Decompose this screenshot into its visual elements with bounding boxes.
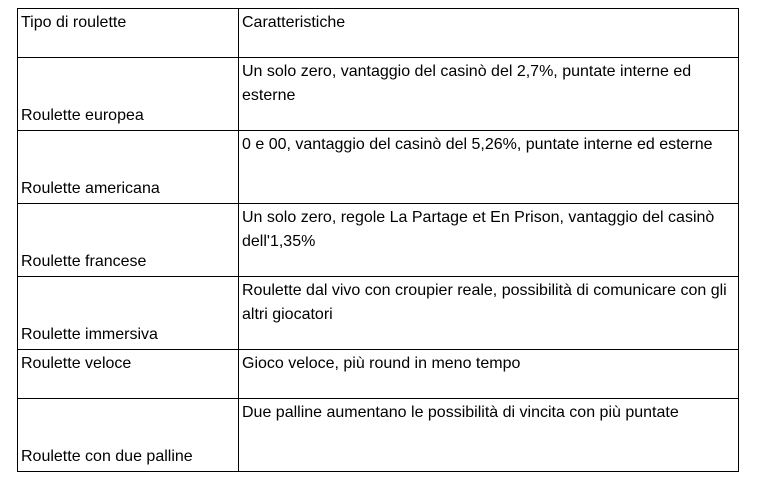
features-cell: Un solo zero, regole La Partage et En Prison, vantaggio del casinò dell'1,35% bbox=[239, 204, 739, 277]
table-row bbox=[18, 350, 739, 399]
type-cell: Roulette immersiva bbox=[18, 277, 239, 350]
type-cell: Roulette europea bbox=[18, 58, 239, 131]
features-cell: Un solo zero, vantaggio del casinò del 2,7%, puntate interne ed esterne bbox=[239, 58, 739, 131]
table-row bbox=[18, 204, 739, 277]
features-cell: Gioco veloce, più round in meno tempo bbox=[239, 350, 739, 399]
type-cell: Roulette americana bbox=[18, 131, 239, 204]
roulette-types-table bbox=[17, 8, 739, 472]
table-header-row bbox=[18, 9, 739, 58]
table-row bbox=[18, 399, 739, 472]
header-cell-features: Caratteristiche bbox=[239, 9, 739, 58]
features-cell: Roulette dal vivo con croupier reale, possibilità di comunicare con gli altri giocatori bbox=[239, 277, 739, 350]
table-row bbox=[18, 131, 739, 204]
features-cell: 0 e 00, vantaggio del casinò del 5,26%, puntate interne ed esterne bbox=[239, 131, 739, 204]
features-cell: Due palline aumentano le possibilità di vincita con più puntate bbox=[239, 399, 739, 472]
table-row bbox=[18, 58, 739, 131]
table-row bbox=[18, 277, 739, 350]
type-cell: Roulette francese bbox=[18, 204, 239, 277]
header-cell-type: Tipo di roulette bbox=[18, 9, 239, 58]
type-cell: Roulette veloce bbox=[18, 350, 239, 399]
type-cell: Roulette con due palline bbox=[18, 399, 239, 472]
